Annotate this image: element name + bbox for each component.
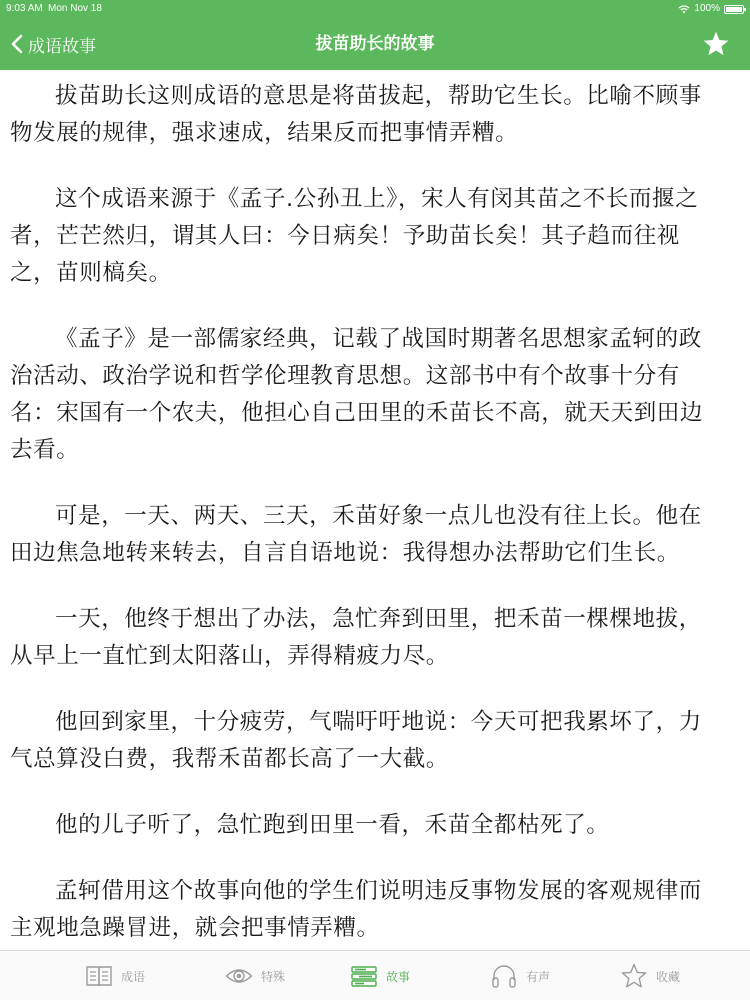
- tab-idioms[interactable]: [40, 951, 190, 1001]
- tab-label: 收藏: [655, 969, 680, 984]
- status-bar: [0, 0, 750, 18]
- story-paragraph: 他的儿子听了，急忙跑到田里一看，禾苗全都枯死了。: [55, 812, 610, 838]
- story-list-icon: [350, 963, 378, 989]
- status-time: 9:03 AM: [6, 3, 43, 14]
- story-paragraph: 可是，一天、两天、三天，禾苗好象一点儿也没有往上长。他在田边焦急地转来转去，自言自语地说：我得想办法帮助它们生长。: [10, 503, 702, 566]
- story-content: [10, 78, 722, 976]
- status-date: Mon Nov 18: [48, 3, 102, 14]
- story-paragraph: 一天，他终于想出了办法，急忙奔到田里，把禾苗一棵棵地拔，从早上一直忙到太阳落山，弄得精疲力尽。: [10, 606, 702, 669]
- story-paragraph: 拔苗助长这则成语的意思是将苗拔起，帮助它生长。比喻不顾事物发展的规律，强求速成，结果反而把事情弄糟。: [10, 83, 702, 146]
- tab-stories[interactable]: [305, 951, 455, 1001]
- star-outline-icon: [620, 963, 648, 989]
- tab-label: 有声: [525, 969, 550, 984]
- headphones-icon: [490, 963, 518, 989]
- wifi-icon: [678, 5, 690, 14]
- tab-bar: [0, 950, 750, 1000]
- book-icon: [85, 963, 113, 989]
- tab-label: 故事: [385, 969, 410, 984]
- status-right: [678, 0, 744, 18]
- story-paragraph: 他回到家里，十分疲劳，气喘吁吁地说：今天可把我累坏了，力气总算没白费，我帮禾苗都长高了一大截。: [10, 709, 702, 772]
- nav-bar: [0, 18, 750, 70]
- tab-audio[interactable]: [445, 951, 595, 1001]
- tab-label: 特殊: [260, 969, 285, 984]
- back-button-label: 成语故事: [28, 36, 96, 57]
- page-title: 拔苗助长的故事: [315, 34, 435, 54]
- story-paragraph: 《孟子》是一部儒家经典，记载了战国时期著名思想家孟轲的政治活动、政治学说和哲学伦理教育思想。这部书中有个故事十分有名：宋国有一个农夫，他担心自己田里的禾苗长不高，就天天到田边去看。: [10, 326, 704, 463]
- eye-icon: [225, 963, 253, 989]
- battery-percent: 100%: [694, 3, 720, 14]
- tab-favorites[interactable]: [575, 951, 725, 1001]
- story-paragraph: 孟轲借用这个故事向他的学生们说明违反事物发展的客观规律而主观地急躁冒进，就会把事情弄糟。: [10, 878, 702, 941]
- star-icon[interactable]: [702, 30, 730, 58]
- battery-icon: [724, 5, 744, 14]
- story-paragraph: 这个成语来源于《孟子.公孙丑上》，宋人有闵其苗之不长而揠之者，芒芒然归，谓其人曰：今日病矣！予助苗长矣！其子趋而往视之，苗则槁矣。: [10, 186, 699, 286]
- tab-label: 成语: [120, 969, 145, 984]
